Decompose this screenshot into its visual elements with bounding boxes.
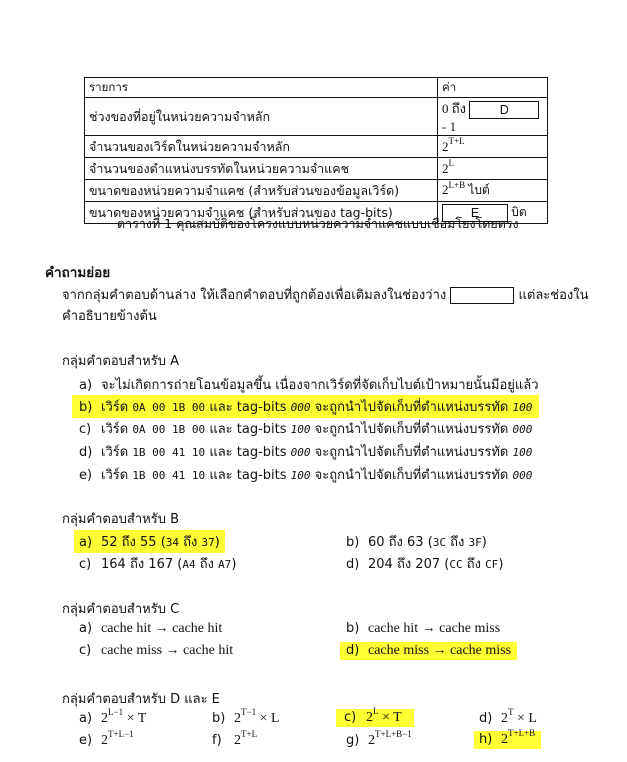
instructions-line2: คำอธิบายข้างต้น	[62, 309, 157, 324]
group-c-title: กลุ่มคำตอบสำหรับ C	[62, 602, 180, 617]
group-a-title: กลุ่มคำตอบสำหรับ A	[62, 354, 179, 369]
option-b-c: c) 164 ถึง 167 (A4 ถึง A7)	[79, 557, 237, 572]
option-b-a: a) 52 ถึง 55 (34 ถึง 37)	[74, 530, 225, 553]
table-row	[85, 180, 548, 202]
option-de-g: g) $2^{T+L+B-1}$	[346, 729, 412, 748]
option-c-c: c) cache miss → cache hit	[79, 643, 234, 658]
option-de-h: h) $2^{T+L+B}$	[474, 731, 541, 749]
row-value: $2^{T+L}$	[438, 136, 548, 158]
table-row	[85, 136, 548, 158]
option-c-a: a) cache hit → cache hit	[79, 621, 223, 636]
row-value: $2^{L+B}$ ไบต์	[438, 180, 548, 202]
option-de-c: c) $2^L \times T$	[336, 709, 414, 727]
group-de-title: กลุ่มคำตอบสำหรับ D และ E	[62, 692, 220, 707]
header-item: รายการ	[85, 78, 438, 98]
row-label: จำนวนของตำแหน่งบรรทัดในหน่วยความจำแคช	[85, 158, 438, 180]
header-value: ค่า	[438, 78, 548, 98]
row-label: ช่วงของที่อยู่ในหน่วยความจำหลัก	[85, 98, 438, 136]
option-a-a: a) จะไม่เกิดการถ่ายโอนข้อมูลขึ้น เนื่องจากเวิร์ดที่จัดเก็บไบต์เป้าหมายนั้นมีอยู่แล้ว	[79, 378, 539, 393]
option-de-f: f) $2^{T+L}$	[212, 729, 258, 748]
option-de-e: e) $2^{T+L-1}$	[79, 729, 134, 748]
option-a-d: d) เวิร์ด 1B 00 41 10 และ tag-bits 000 จะถูกนำไปจัดเก็บที่ตำแหน่งบรรทัด 100	[79, 445, 533, 460]
option-a-e: e) เวิร์ด 1B 00 41 10 และ tag-bits 100 จะถูกนำไปจัดเก็บที่ตำแหน่งบรรทัด 000	[79, 468, 533, 483]
row-value: E บิต	[438, 202, 548, 224]
group-b-title: กลุ่มคำตอบสำหรับ B	[62, 512, 179, 527]
row-label: จำนวนของเวิร์ดในหน่วยความจำหลัก	[85, 136, 438, 158]
option-c-d: d) cache miss → cache miss	[340, 642, 517, 660]
option-c-b: b) cache hit → cache miss	[346, 621, 501, 636]
option-b-d: d) 204 ถึง 207 (CC ถึง CF)	[346, 557, 504, 572]
section-title: คำถามย่อย	[45, 265, 111, 281]
option-de-b: b) $2^{T-1} \times L$	[212, 707, 280, 726]
blank-box-sample	[450, 287, 514, 304]
cache-properties-table	[84, 77, 548, 224]
option-de-d: d) $2^T \times L$	[479, 707, 537, 726]
table-row	[85, 158, 548, 180]
blank-box-d: D	[469, 101, 539, 119]
table-header-row	[85, 78, 548, 98]
blank-box-e: E	[442, 204, 508, 222]
table-row	[85, 98, 548, 136]
row-label: ขนาดของหน่วยความจำแคช (สำหรับส่วนของข้อมูลเวิร์ด)	[85, 180, 438, 202]
row-value: 0 ถึง D - 1	[438, 98, 548, 136]
option-b-b: b) 60 ถึง 63 (3C ถึง 3F)	[346, 535, 487, 550]
option-a-b: b) เวิร์ด 0A 00 1B 00 และ tag-bits 000 จะถูกนำไปจัดเก็บที่ตำแหน่งบรรทัด 100	[72, 395, 539, 418]
row-value: $2^L$	[438, 158, 548, 180]
option-de-a: a) $2^{L-1} \times T$	[79, 707, 147, 726]
option-a-c: c) เวิร์ด 0A 00 1B 00 และ tag-bits 100 จะถูกนำไปจัดเก็บที่ตำแหน่งบรรทัด 000	[79, 422, 533, 437]
instructions-line1: จากกลุ่มคำตอบด้านล่าง ให้เลือกคำตอบที่ถูกต้องเพื่อเติมลงในช่องว่าง แต่ละช่องใน	[62, 288, 589, 303]
row-label: ขนาดของหน่วยความจำแคช (สำหรับส่วนของ tag-bits)	[85, 202, 438, 224]
table-caption: ตารางที่ 1 คุณสมบัติของโครงแบบหน่วยความจำแคชแบบเชื่อมโยงโดยตรง	[117, 216, 519, 231]
